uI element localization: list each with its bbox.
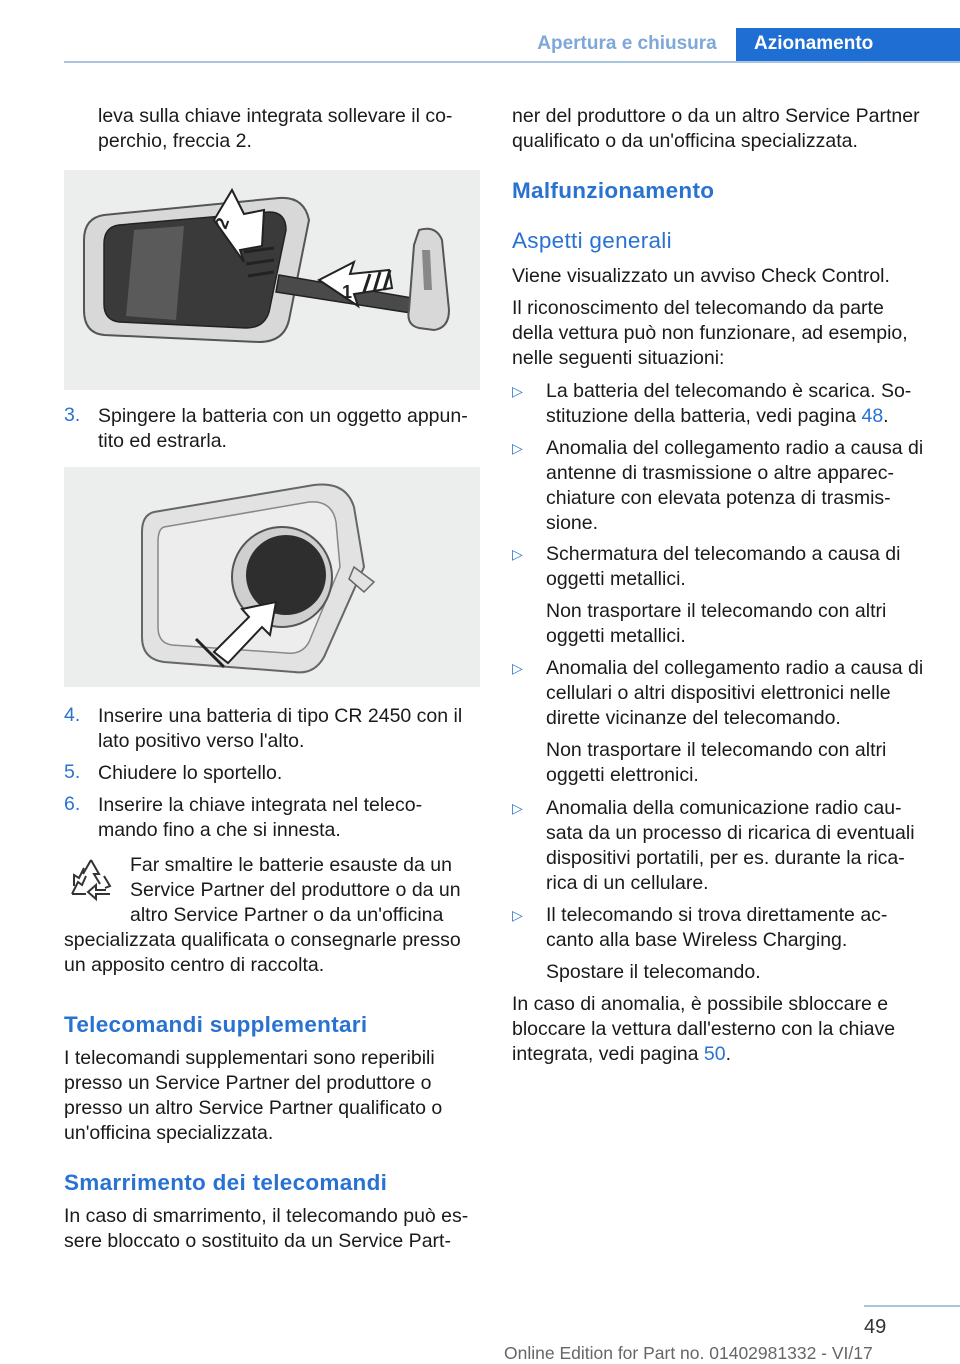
text-line: Non trasportare il telecomando con altri xyxy=(546,600,887,622)
header-rule xyxy=(64,61,960,63)
text-line: un apposito centro di raccolta. xyxy=(64,954,325,976)
figure-key-removal xyxy=(64,170,480,390)
text-line: Il telecomando si trova direttamente ac- xyxy=(546,904,888,926)
footer-rule xyxy=(864,1305,960,1307)
text-line: Service Partner del produttore o da un xyxy=(130,879,461,901)
figure-battery-removal xyxy=(64,467,480,687)
step-text xyxy=(98,704,462,754)
bullet-item xyxy=(546,656,923,788)
text-line: ner del produttore o da un altro Service Partner xyxy=(512,105,920,127)
text-line: mando fino a che si innesta. xyxy=(98,819,341,841)
bullet-item xyxy=(546,903,887,985)
arrow-label-2: 2 xyxy=(210,215,234,232)
text-line: Anomalia del collegamento radio a causa di xyxy=(546,657,924,679)
text-segment: . xyxy=(883,405,889,427)
intro-text xyxy=(98,104,452,154)
text-line: leva sulla chiave integrata sollevare il co- xyxy=(98,105,453,127)
text-line: presso un altro Service Partner qualificato o xyxy=(64,1097,443,1119)
text-line: Far smaltire le batterie esauste da un xyxy=(130,854,452,876)
arrow-label-1: 1 xyxy=(342,282,353,302)
text-line: rica di un cellulare. xyxy=(546,872,709,894)
page-link-50[interactable]: 50 xyxy=(703,1043,726,1065)
supplementari-text xyxy=(64,1046,442,1146)
page-link-48[interactable]: 48 xyxy=(861,405,884,427)
text-line: Inserire la chiave integrata nel teleco- xyxy=(98,794,423,816)
page-number: 49 xyxy=(864,1316,887,1338)
text-line: dispositivi portatili, per es. durante la rica- xyxy=(546,847,905,869)
text-line: Anomalia del collegamento radio a causa di xyxy=(546,437,924,459)
recycle-icon xyxy=(64,854,118,908)
text-line: canto alla base Wireless Charging. xyxy=(546,929,848,951)
bullet-triangle-icon: ▷ xyxy=(512,800,523,816)
text-line: In caso di anomalia, è possibile sbloccare e xyxy=(512,993,889,1015)
step-text xyxy=(98,404,468,454)
edition-footer: Online Edition for Part no. 01402981332 - VI/17 xyxy=(504,1343,873,1363)
text-segment: integrata, vedi pagina xyxy=(512,1043,704,1065)
bullet-triangle-icon: ▷ xyxy=(512,660,523,676)
text-line: altro Service Partner o da un'officina xyxy=(130,904,444,926)
text-line: della vettura può non funzionare, ad esempio, xyxy=(512,322,908,344)
text-line: oggetti metallici. xyxy=(546,568,686,590)
text-line: Il riconoscimento del telecomando da parte xyxy=(512,297,884,319)
bullet-item xyxy=(546,436,923,536)
text-line: lato positivo verso l'alto. xyxy=(98,730,305,752)
text-line: Non trasportare il telecomando con altri xyxy=(546,739,887,761)
header-chapter-tab[interactable]: Azionamento xyxy=(736,28,960,62)
text-line: Spostare il telecomando. xyxy=(546,961,761,983)
text-line: In caso di smarrimento, il telecomando può es- xyxy=(64,1205,469,1227)
step-number: 5. xyxy=(64,761,81,783)
text-line: sione. xyxy=(546,512,599,534)
key-fob-illustration xyxy=(64,170,480,390)
heading-aspetti-generali: Aspetti generali xyxy=(512,228,672,253)
text-line: Anomalia della comunicazione radio cau- xyxy=(546,797,902,819)
heading-malfunzionamento: Malfunzionamento xyxy=(512,178,715,203)
text-line: oggetti metallici. xyxy=(546,625,686,647)
text-line: Inserire una batteria di tipo CR 2450 con il xyxy=(98,705,463,727)
smarrimento-text xyxy=(64,1204,468,1254)
text-segment: . xyxy=(725,1043,732,1065)
bullet-triangle-icon: ▷ xyxy=(512,546,523,562)
text-line: oggetti elettronici. xyxy=(546,764,699,786)
text-line: perchio, freccia 2. xyxy=(98,130,252,152)
header-section-link[interactable]: Apertura e chiusura xyxy=(537,33,717,54)
continued-text xyxy=(512,104,920,154)
heading-telecomandi-supplementari: Telecomandi supplementari xyxy=(64,1012,368,1037)
text-segment: stituzione della batteria, vedi pagina xyxy=(546,405,862,427)
text-line: La batteria del telecomando è scarica. So- xyxy=(546,380,912,402)
bullet-triangle-icon: ▷ xyxy=(512,440,523,456)
text-line: sere bloccato o sostituito da un Service Part- xyxy=(64,1230,451,1252)
text-line: Chiudere lo sportello. xyxy=(98,762,283,784)
paragraph-final xyxy=(512,992,895,1067)
text-line: tito ed estrarla. xyxy=(98,430,227,452)
text-line: bloccare la vettura dall'esterno con la chiave xyxy=(512,1018,896,1040)
bullet-item xyxy=(546,379,911,429)
recycle-note-indented xyxy=(130,853,461,928)
text-line: specializzata qualificata o consegnarle presso xyxy=(64,929,461,951)
step-number: 6. xyxy=(64,793,81,815)
text-line: Schermatura del telecomando a causa di xyxy=(546,543,901,565)
text-line xyxy=(512,1042,895,1067)
bullet-triangle-icon: ▷ xyxy=(512,907,523,923)
text-line: antenne di trasmissione o altre apparec- xyxy=(546,462,894,484)
bullet-item xyxy=(546,542,900,649)
text-line: sata da un processo di ricarica di eventuali xyxy=(546,822,915,844)
text-line xyxy=(546,404,911,429)
bullet-item xyxy=(546,796,915,896)
text-line: nelle seguenti situazioni: xyxy=(512,347,725,369)
step-text xyxy=(98,793,422,843)
text-line: Spingere la batteria con un oggetto appun- xyxy=(98,405,468,427)
recycle-note-full xyxy=(64,928,461,978)
text-line: chiature con elevata potenza di trasmis- xyxy=(546,487,891,509)
heading-smarrimento: Smarrimento dei telecomandi xyxy=(64,1170,388,1195)
battery-illustration xyxy=(64,467,480,687)
paragraph-check-control xyxy=(512,264,890,289)
bullet-triangle-icon: ▷ xyxy=(512,383,523,399)
text-line: Viene visualizzato un avviso Check Control. xyxy=(512,265,890,287)
text-line: qualificato o da un'officina specializzata. xyxy=(512,130,858,152)
text-line: cellulari o altri dispositivi elettronici nelle xyxy=(546,682,891,704)
paragraph-situations xyxy=(512,296,908,371)
text-line: dirette vicinanze del telecomando. xyxy=(546,707,841,729)
step-number: 4. xyxy=(64,704,81,726)
step-text xyxy=(98,761,282,786)
text-line: un'officina specializzata. xyxy=(64,1122,274,1144)
step-number: 3. xyxy=(64,404,81,426)
text-line: I telecomandi supplementari sono reperibili xyxy=(64,1047,435,1069)
text-line: presso un Service Partner del produttore o xyxy=(64,1072,432,1094)
